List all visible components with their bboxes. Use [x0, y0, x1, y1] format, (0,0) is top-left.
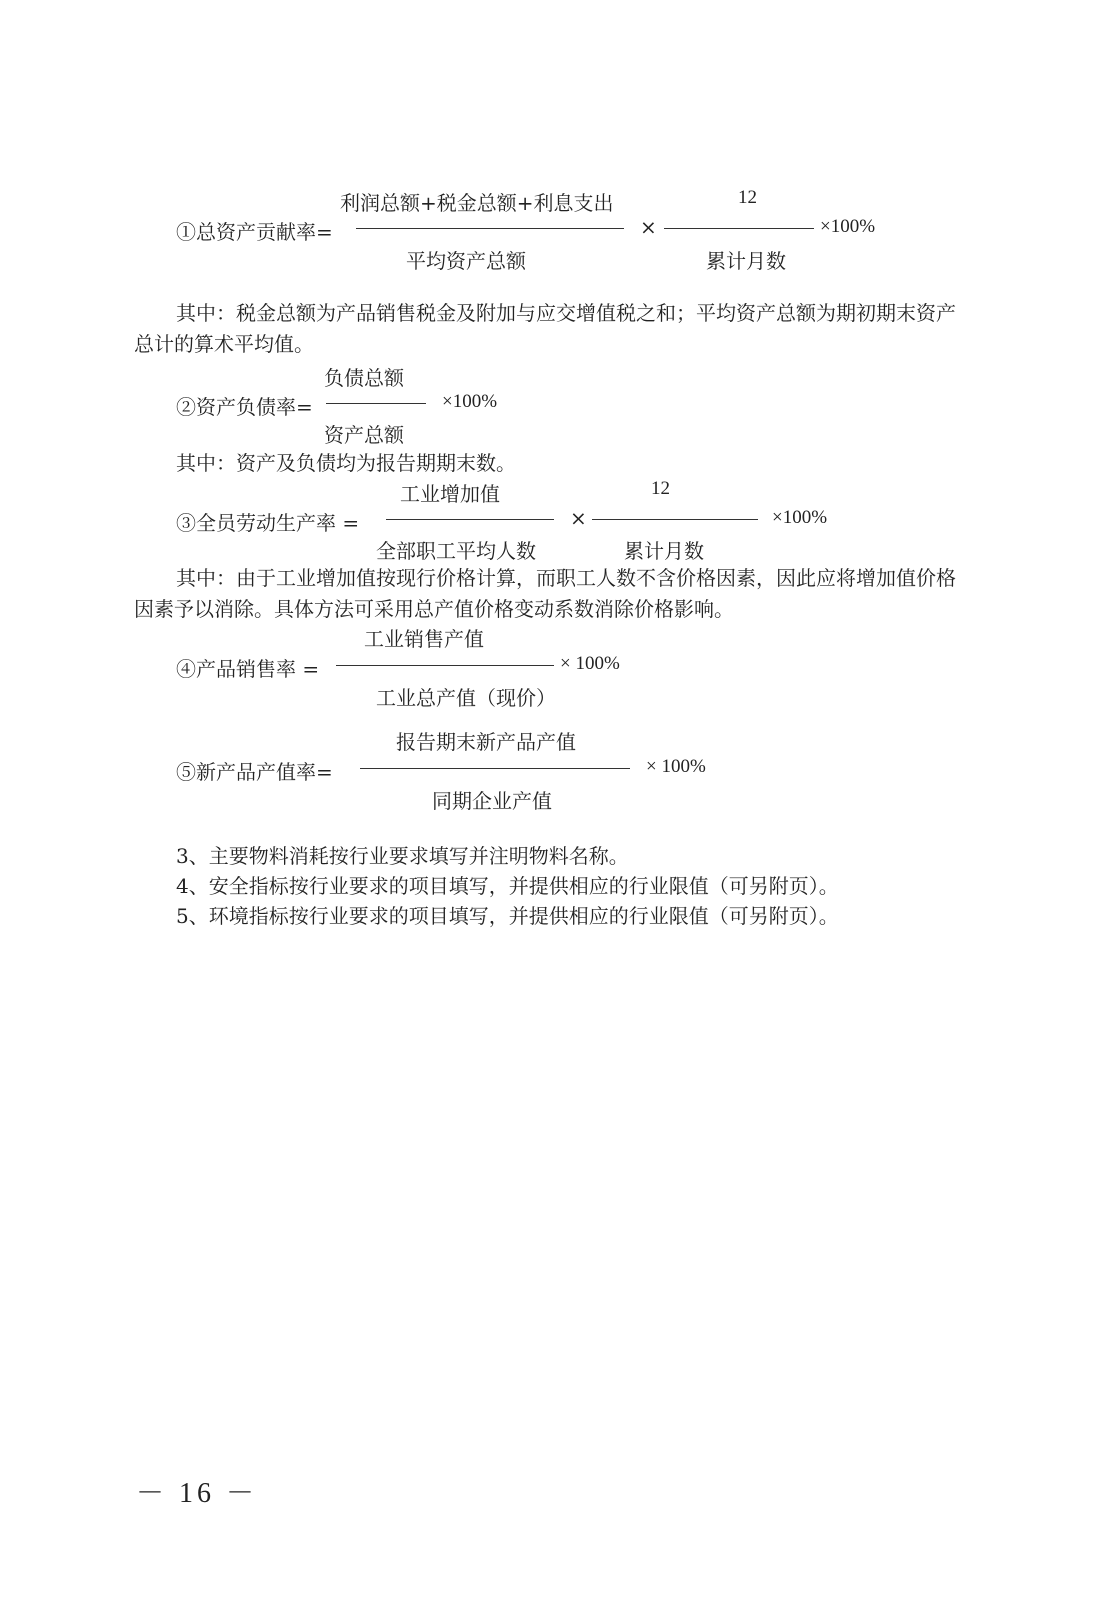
f2-note: 其中：资产及负债均为报告期期末数。	[176, 451, 516, 475]
f2-denominator: 资产总额	[324, 423, 404, 447]
f4-fraction-bar	[336, 665, 554, 666]
list-item: 5、环境指标按行业要求的项目填写，并提供相应的行业限值（可另附页）。	[176, 904, 839, 928]
f2-fraction-bar	[326, 403, 426, 404]
f3-fraction-bar-2	[592, 519, 758, 520]
f4-percent: × 100%	[560, 653, 620, 674]
list-item: 3、主要物料消耗按行业要求填写并注明物料名称。	[176, 844, 629, 868]
f3-note: 其中：由于工业增加值按现行价格计算，而职工人数不含价格因素，因此应将增加值价格因素予以消除。具体方法可采用总产值价格变动系数消除价格影响。	[134, 566, 956, 621]
f5-fraction-bar	[360, 768, 630, 769]
f1-times: ×	[640, 215, 657, 239]
f5-label: ⑤新产品产值率=	[176, 760, 333, 784]
f2-numerator: 负债总额	[324, 366, 404, 390]
f2-label: ②资产负债率=	[176, 395, 313, 419]
f1-fraction-bar	[356, 228, 624, 229]
f5-percent: × 100%	[646, 756, 706, 777]
f4-numerator: 工业销售产值	[364, 627, 484, 651]
f1-numerator: 利润总额+税金总额+利息支出	[340, 191, 614, 215]
f2-percent: ×100%	[442, 391, 498, 412]
f5-denominator: 同期企业产值	[432, 789, 552, 813]
f5-numerator: 报告期末新产品产值	[396, 730, 576, 754]
f1-denominator: 平均资产总额	[406, 249, 526, 273]
f1-numerator2: 12	[738, 187, 757, 208]
f4-denominator: 工业总产值（现价）	[376, 686, 556, 710]
f3-fraction-bar	[386, 519, 554, 520]
f3-denominator: 全部职工平均人数	[376, 539, 536, 563]
f3-numerator: 工业增加值	[400, 482, 500, 506]
f3-label: ③全员劳动生产率 =	[176, 511, 360, 535]
f1-denominator2: 累计月数	[706, 249, 786, 273]
list-item: 4、安全指标按行业要求的项目填写，并提供相应的行业限值（可另附页）。	[176, 874, 839, 898]
f1-percent: ×100%	[820, 216, 876, 237]
f1-fraction-bar-2	[664, 228, 814, 229]
f3-times: ×	[570, 506, 587, 530]
f1-label: ①总资产贡献率=	[176, 220, 333, 244]
f3-percent: ×100%	[772, 507, 828, 528]
f3-denominator2: 累计月数	[624, 539, 704, 563]
page-number: － 16 －	[136, 1478, 259, 1509]
f1-note: 其中：税金总额为产品销售税金及附加与应交增值税之和；平均资产总额为期初期末资产总计的算术平均值。	[134, 301, 956, 356]
f4-label: ④产品销售率 =	[176, 657, 320, 681]
f3-numerator2: 12	[651, 478, 670, 499]
